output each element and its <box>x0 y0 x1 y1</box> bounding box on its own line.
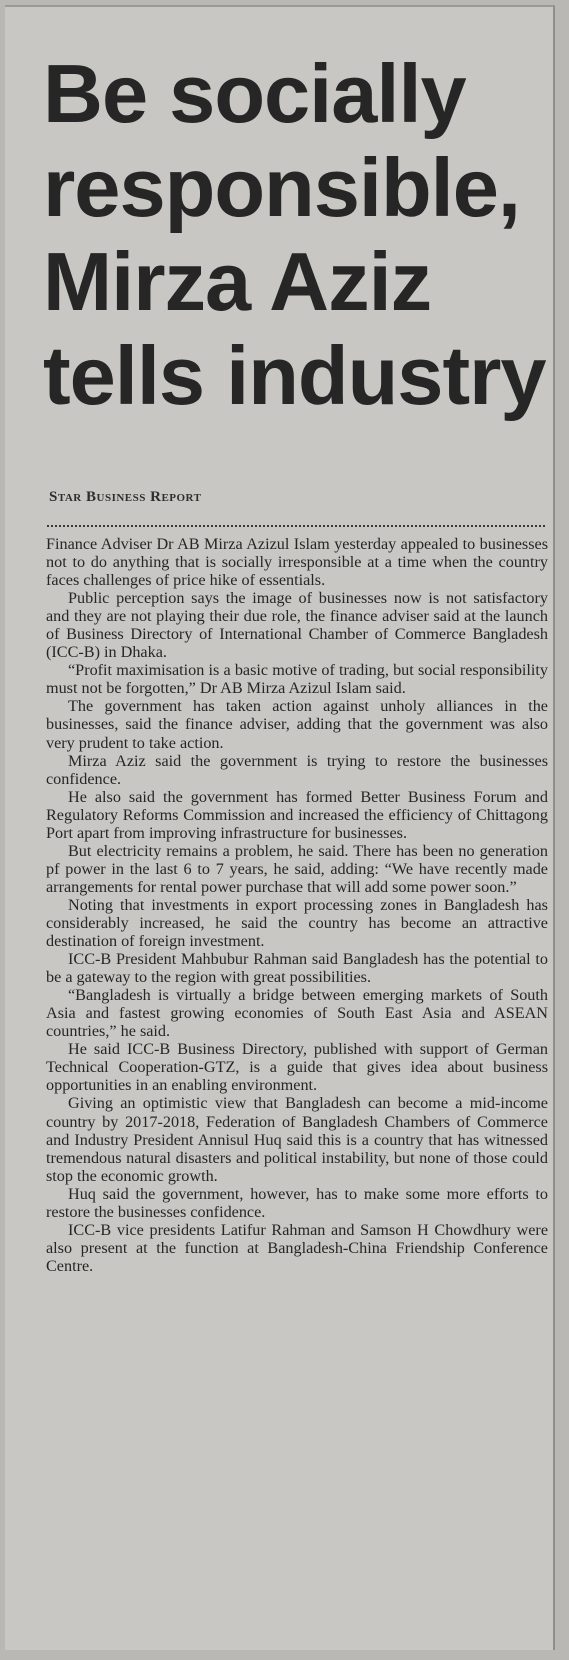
article-paragraph: Huq said the government, however, has to make some more efforts to restore the businesses confidence. <box>46 1184 548 1221</box>
article-paragraph: Finance Adviser Dr AB Mirza Azizul Islam yesterday appealed to businesses not to do anything that is socially irresponsible at a time when the country faces challenges of price hike of essentials. <box>46 535 548 590</box>
article-paragraph: Mirza Aziz said the government is trying to restore the businesses confidence. <box>46 751 548 788</box>
headline-line-1: Be socially <box>43 47 466 140</box>
article-paragraph: “Bangladesh is virtually a bridge between emerging markets of South Asia and fastest growing economies of South East Asia and ASEAN countries,” he said. <box>46 986 548 1041</box>
byline: Star Business Report <box>49 489 202 505</box>
article-paragraph: But electricity remains a problem, he said. There has been no generation pf power in the last 6 to 7 years, he said, adding: “We have recently made arrangements for rental power purchase that will add some power soon.” <box>46 841 548 896</box>
article-paragraph: Public perception says the image of businesses now is not satisfactory and they are not playing their due role, the finance adviser said at the launch of Business Directory of International Chamber of Commerce Bangladesh (ICC-B) in Dhaka. <box>46 589 548 662</box>
article-body <box>46 535 548 1275</box>
article-paragraph: Giving an optimistic view that Bangladesh can become a mid-income country by 2017-2018, Federation of Bangladesh Chambers of Commerce and Industry President Annisul Huq said this is a country that has witnessed tremendous natural disasters and political instability, but none of those could stop the economic growth. <box>46 1094 548 1185</box>
article-paragraph: ICC-B vice presidents Latifur Rahman and Samson H Chowdhury were also present at the function at Bangladesh-China Friendship Conference Centre. <box>46 1220 548 1275</box>
dotted-divider <box>47 525 545 527</box>
article-paragraph: ICC-B President Mahbubur Rahman said Bangladesh has the potential to be a gateway to the region with great possibilities. <box>46 950 548 987</box>
article-paragraph: He said ICC-B Business Directory, published with support of German Technical Cooperation-GTZ, is a guide that gives idea about business opportunities in an enabling environment. <box>46 1040 548 1095</box>
headline-line-3: Mirza Aziz <box>43 235 432 328</box>
article-paragraph: The government has taken action against unholy alliances in the businesses, said the finance adviser, adding that the government was also very prudent to take action. <box>46 697 548 752</box>
headline-line-2: responsible, <box>43 141 520 234</box>
newspaper-clipping <box>5 5 555 1650</box>
headline <box>43 47 553 423</box>
headline-line-4: tells industry <box>43 329 546 422</box>
article-paragraph: Noting that investments in export processing zones in Bangladesh has considerably increased, he said the country has become an attractive destination of foreign investment. <box>46 895 548 951</box>
article-paragraph: He also said the government has formed Better Business Forum and Regulatory Reforms Commission and increased the efficiency of Chittagong Port apart from improving infrastructure for businesses. <box>46 787 548 842</box>
article-paragraph: “Profit maximisation is a basic motive of trading, but social responsibility must not be forgotten,” Dr AB Mirza Azizul Islam said. <box>46 661 548 698</box>
